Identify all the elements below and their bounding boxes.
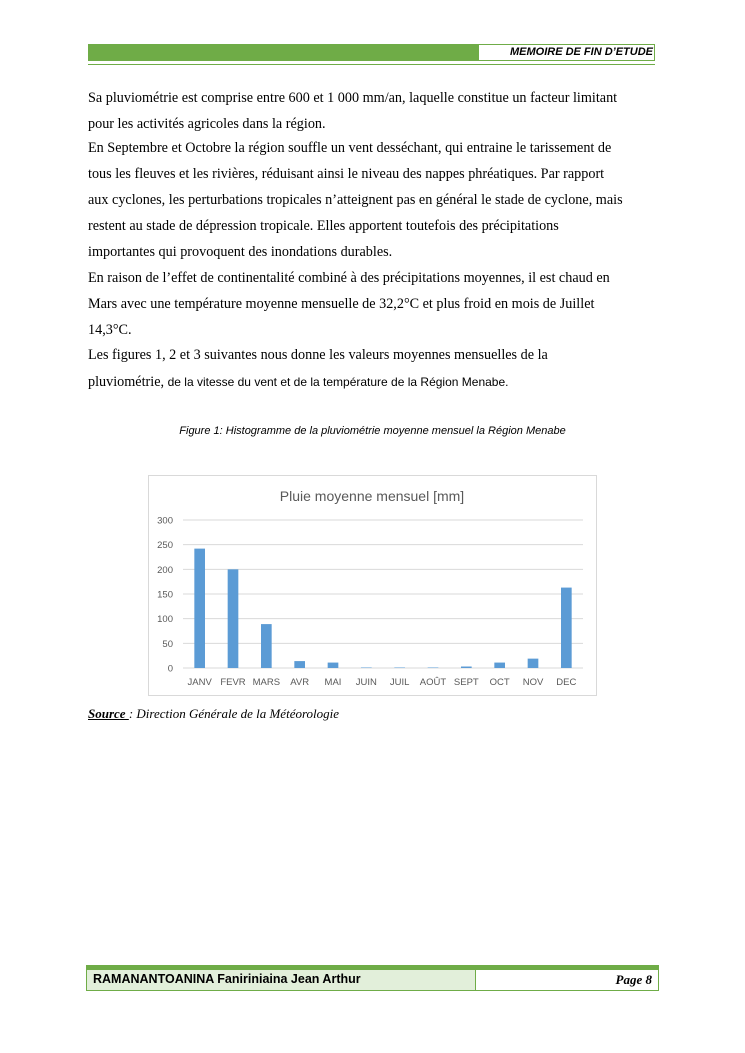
chart-x-ticks (188, 677, 577, 688)
x-tick-label: OCT (489, 677, 510, 688)
x-tick-label: AVR (290, 677, 310, 688)
x-tick-label: JUIL (389, 677, 410, 688)
bar-mai (328, 663, 339, 668)
bar-avr (294, 661, 305, 668)
source-label: Source (88, 706, 129, 721)
body-line-8: En raison de l’effet de continentalité combiné à des précipitations moyennes, il est chaud en (88, 270, 610, 286)
header-rule (88, 64, 655, 65)
bar-janv (194, 549, 205, 668)
x-tick-label: NOV (522, 677, 544, 688)
source-text: : Direction Générale de la Météorologie (128, 706, 340, 721)
chart-y-ticks (157, 516, 173, 675)
rainfall-chart-svg (149, 476, 596, 695)
x-tick-label: JUIN (355, 677, 377, 688)
body-line-12-sans: de la vitesse du vent et de la température de la Région Menabe. (167, 375, 509, 389)
bar-nov (528, 659, 539, 668)
body-line-12-serif: pluviométrie, (88, 374, 168, 390)
rainfall-chart (148, 475, 597, 696)
chart-bars (194, 549, 571, 668)
bar-sept (461, 667, 472, 668)
y-tick-label: 150 (157, 589, 173, 601)
chart-gridlines (183, 520, 583, 668)
y-tick-label: 300 (157, 515, 173, 527)
body-line-11: Les figures 1, 2 et 3 suivantes nous donne les valeurs moyennes mensuelles de la (88, 347, 548, 363)
body-line-12 (88, 369, 658, 395)
x-tick-label: JANV (187, 677, 212, 688)
bar-mars (261, 624, 272, 668)
footer-author: RAMANANTOANINA Faniriniaina Jean Arthur (93, 972, 361, 986)
body-line-7: importantes qui provoquent des inondations durables. (88, 244, 393, 260)
body-line-6: restent au stade de dépression tropicale. Elles apportent toutefois des précipitations (88, 218, 559, 234)
x-tick-label: DEC (556, 677, 577, 688)
y-tick-label: 50 (162, 638, 173, 650)
body-line-4: tous les fleuves et les rivières, réduisant ainsi le niveau des nappes phréatiques. Par rapport (88, 166, 605, 182)
y-tick-label: 0 (167, 663, 173, 675)
x-tick-label: AOÛT (419, 677, 447, 688)
bar-oct (494, 663, 505, 668)
chart-title: Pluie moyenne mensuel [mm] (279, 488, 465, 504)
x-tick-label: MARS (252, 677, 281, 688)
bar-dec (561, 588, 572, 668)
y-tick-label: 100 (157, 614, 173, 626)
bar-fevr (228, 569, 239, 668)
body-line-2: pour les activités agricoles dans la région. (88, 116, 326, 132)
body-line-1: Sa pluviométrie est comprise entre 600 et 1 000 mm/an, laquelle constitue un facteur limitant (88, 90, 618, 106)
header-bar (88, 44, 478, 61)
body-line-10: 14,3°C. (88, 322, 132, 338)
body-line-3: En Septembre et Octobre la région souffle un vent desséchant, qui entraine le tarissement de (88, 140, 612, 156)
body-line-9: Mars avec une température moyenne mensuelle de 32,2°C et plus froid en mois de Juillet (88, 296, 595, 312)
footer-page-number: Page 8 (615, 972, 652, 987)
body-line-5: aux cyclones, les perturbations tropicales n’atteignent pas en général le stade de cyclone, mais (88, 192, 623, 208)
y-tick-label: 250 (157, 540, 173, 552)
y-tick-label: 200 (157, 564, 173, 576)
figure-source (88, 706, 339, 722)
x-tick-label: SEPT (453, 677, 479, 688)
figure-caption: Figure 1: Histogramme de la pluviométrie moyenne mensuel la Région Menabe (179, 425, 566, 437)
x-tick-label: MAI (324, 677, 342, 688)
x-tick-label: FEVR (220, 677, 246, 688)
header-title: MEMOIRE DE FIN D’ETUDE (509, 46, 653, 58)
